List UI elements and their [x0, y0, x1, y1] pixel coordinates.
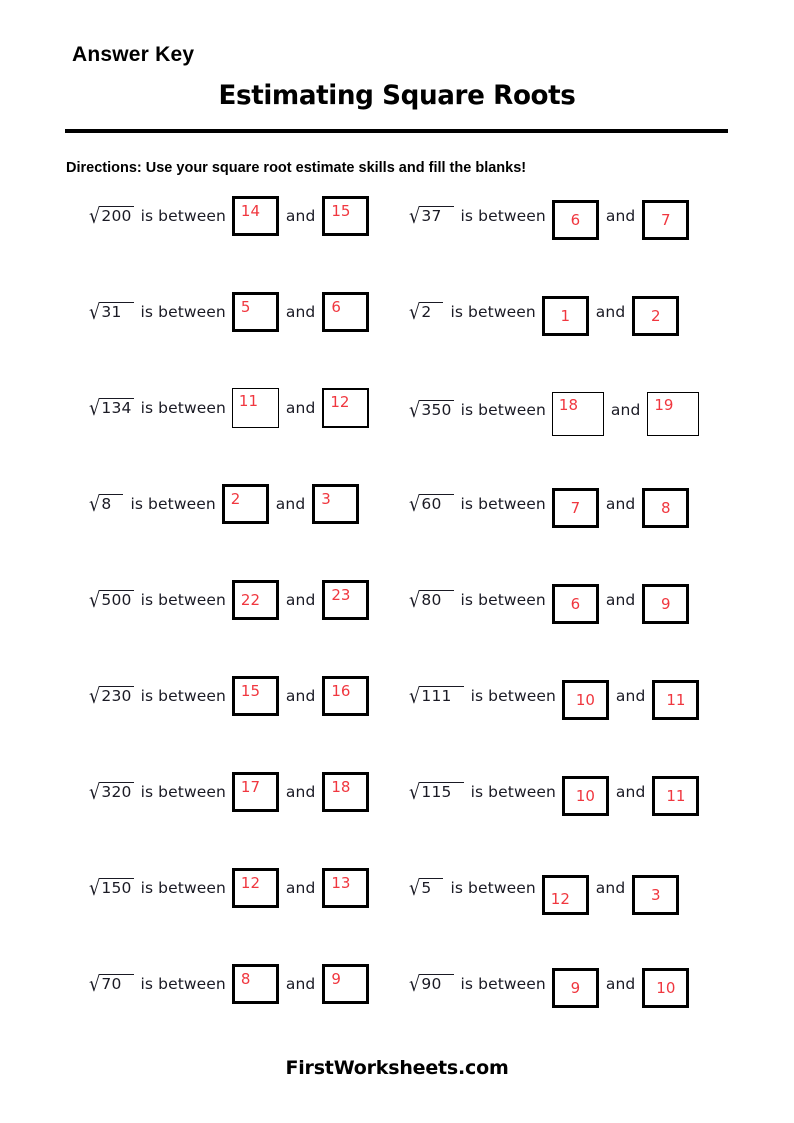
directions-text: Directions: Use your square root estimate skills and fill the blanks! [66, 160, 527, 176]
radical-sign-icon: √ [409, 492, 421, 517]
problem-item [408, 484, 689, 524]
answer-box-lower[interactable]: 17 [232, 772, 279, 812]
problem-row [0, 388, 794, 484]
problem-row [0, 484, 794, 580]
radical-expression [408, 492, 454, 517]
radicand-value: 60 [420, 494, 453, 513]
is-between-label: is between [460, 975, 546, 993]
radical-sign-icon: √ [409, 204, 421, 229]
is-between-label: is between [140, 687, 226, 705]
radical-sign-icon: √ [409, 398, 421, 423]
radical-sign-icon: √ [409, 780, 421, 805]
radical-sign-icon: √ [89, 588, 101, 613]
radical-expression [88, 396, 134, 421]
answer-box-upper[interactable]: 9 [642, 584, 689, 624]
problem-item [408, 580, 689, 620]
radical-expression [88, 684, 134, 709]
answer-box-lower[interactable]: 18 [552, 392, 604, 436]
radical-sign-icon: √ [409, 876, 421, 901]
radical-sign-icon: √ [89, 300, 101, 325]
problem-item [408, 388, 699, 432]
radical-sign-icon: √ [89, 780, 101, 805]
answer-box-lower[interactable]: 10 [562, 680, 609, 720]
answer-box-upper[interactable]: 9 [322, 964, 369, 1004]
radical-sign-icon: √ [409, 684, 421, 709]
answer-box-lower[interactable]: 14 [232, 196, 279, 236]
answer-box-upper[interactable]: 11 [652, 680, 699, 720]
problem-item [88, 676, 369, 716]
answer-box-lower[interactable]: 12 [542, 875, 589, 915]
is-between-label: is between [460, 401, 546, 419]
radical-sign-icon: √ [409, 300, 421, 325]
radical-expression [408, 398, 454, 423]
is-between-label: is between [460, 207, 546, 225]
radical-sign-icon: √ [409, 588, 421, 613]
radical-expression [88, 204, 134, 229]
is-between-label: is between [140, 399, 226, 417]
answer-box-lower[interactable]: 11 [232, 388, 279, 428]
problem-item [88, 484, 359, 524]
is-between-label: is between [450, 879, 536, 897]
radicand-value: 150 [101, 879, 132, 898]
radicand-value: 5 [420, 878, 443, 897]
answer-box-upper[interactable]: 3 [312, 484, 359, 524]
radical-sign-icon: √ [89, 972, 101, 997]
is-between-label: is between [140, 879, 226, 897]
radical-expression [88, 780, 134, 805]
problem-item [408, 964, 689, 1004]
radicand-value: 111 [420, 686, 463, 705]
and-label: and [285, 207, 316, 225]
problem-item [88, 772, 369, 812]
and-label: and [285, 975, 316, 993]
problem-row [0, 964, 794, 1060]
problem-item [88, 388, 369, 428]
is-between-label: is between [140, 207, 226, 225]
problem-item [408, 772, 699, 812]
radical-sign-icon: √ [89, 204, 101, 229]
answer-box-lower[interactable]: 5 [232, 292, 279, 332]
answer-box-lower[interactable]: 12 [232, 868, 279, 908]
problem-row [0, 676, 794, 772]
answer-box-upper[interactable]: 13 [322, 868, 369, 908]
problem-grid [0, 196, 794, 1060]
problem-item [408, 292, 679, 332]
answer-box-upper[interactable]: 2 [632, 296, 679, 336]
and-label: and [605, 495, 636, 513]
answer-box-lower[interactable]: 15 [232, 676, 279, 716]
radical-sign-icon: √ [89, 396, 101, 421]
problem-row [0, 196, 794, 292]
is-between-label: is between [130, 495, 216, 513]
answer-box-upper[interactable]: 11 [652, 776, 699, 816]
radical-sign-icon: √ [89, 492, 101, 517]
and-label: and [615, 783, 646, 801]
problem-item [88, 292, 369, 332]
is-between-label: is between [470, 783, 556, 801]
radical-expression [88, 588, 134, 613]
and-label: and [615, 687, 646, 705]
is-between-label: is between [140, 783, 226, 801]
and-label: and [285, 303, 316, 321]
problem-item [88, 964, 369, 1004]
and-label: and [610, 401, 641, 419]
radicand-value: 115 [420, 782, 463, 801]
is-between-label: is between [140, 975, 226, 993]
problem-item [88, 868, 369, 908]
is-between-label: is between [460, 591, 546, 609]
radicand-value: 500 [101, 591, 132, 610]
problem-item [408, 868, 679, 908]
radicand-value: 31 [100, 302, 133, 321]
is-between-label: is between [140, 303, 226, 321]
radical-expression [408, 684, 464, 709]
radicand-value: 320 [101, 783, 132, 802]
footer-site-label: FirstWorksheets.com [285, 1057, 509, 1079]
answer-box-lower[interactable]: 9 [552, 968, 599, 1008]
radicand-value: 80 [420, 590, 453, 609]
radical-expression [408, 204, 454, 229]
radicand-value: 350 [421, 401, 452, 420]
problem-item [88, 196, 369, 236]
and-label: and [605, 207, 636, 225]
radical-sign-icon: √ [409, 972, 421, 997]
answer-box-lower[interactable]: 2 [222, 484, 269, 524]
answer-box-upper[interactable]: 18 [322, 772, 369, 812]
answer-box-upper[interactable]: 6 [322, 292, 369, 332]
and-label: and [605, 975, 636, 993]
answer-box-upper[interactable]: 19 [647, 392, 699, 436]
answer-box-upper[interactable]: 8 [642, 488, 689, 528]
radical-expression [408, 300, 443, 325]
radicand-value: 37 [420, 206, 453, 225]
radicand-value: 134 [101, 399, 132, 418]
problem-row [0, 292, 794, 388]
answer-box-upper[interactable]: 7 [642, 200, 689, 240]
is-between-label: is between [460, 495, 546, 513]
answer-box-lower[interactable]: 10 [562, 776, 609, 816]
is-between-label: is between [470, 687, 556, 705]
answer-box-upper[interactable]: 12 [322, 388, 369, 428]
radical-expression [88, 300, 134, 325]
and-label: and [285, 879, 316, 897]
radical-expression [88, 492, 123, 517]
answer-box-lower[interactable]: 7 [552, 488, 599, 528]
radicand-value: 70 [100, 974, 133, 993]
answer-box-lower[interactable]: 6 [552, 200, 599, 240]
problem-item [408, 676, 699, 716]
answer-box-lower[interactable]: 1 [542, 296, 589, 336]
and-label: and [275, 495, 306, 513]
and-label: and [285, 783, 316, 801]
and-label: and [595, 303, 626, 321]
problem-row [0, 772, 794, 868]
radical-expression [88, 972, 134, 997]
radical-expression [408, 876, 443, 901]
title-divider [65, 129, 728, 133]
and-label: and [285, 687, 316, 705]
radicand-value: 200 [101, 207, 132, 226]
answer-box-upper[interactable]: 10 [642, 968, 689, 1008]
and-label: and [595, 879, 626, 897]
problem-row [0, 580, 794, 676]
problem-item [408, 196, 689, 236]
problem-item [88, 580, 369, 620]
radicand-value: 8 [100, 494, 123, 513]
problem-row [0, 868, 794, 964]
answer-key-label: Answer Key [72, 43, 195, 66]
answer-box-upper[interactable]: 23 [322, 580, 369, 620]
answer-box-upper[interactable]: 16 [322, 676, 369, 716]
answer-box-upper[interactable]: 3 [632, 875, 679, 915]
answer-box-upper[interactable]: 15 [322, 196, 369, 236]
radical-expression [408, 972, 454, 997]
radical-expression [408, 780, 464, 805]
radical-expression [408, 588, 454, 613]
radical-expression [88, 876, 134, 901]
and-label: and [285, 399, 316, 417]
is-between-label: is between [450, 303, 536, 321]
and-label: and [285, 591, 316, 609]
radicand-value: 2 [420, 302, 443, 321]
radicand-value: 90 [420, 974, 453, 993]
radicand-value: 230 [101, 687, 132, 706]
answer-box-lower[interactable]: 8 [232, 964, 279, 1004]
answer-box-lower[interactable]: 22 [232, 580, 279, 620]
page-title: Estimating Square Roots [218, 80, 576, 111]
radical-sign-icon: √ [89, 876, 101, 901]
answer-box-lower[interactable]: 6 [552, 584, 599, 624]
radical-sign-icon: √ [89, 684, 101, 709]
and-label: and [605, 591, 636, 609]
is-between-label: is between [140, 591, 226, 609]
